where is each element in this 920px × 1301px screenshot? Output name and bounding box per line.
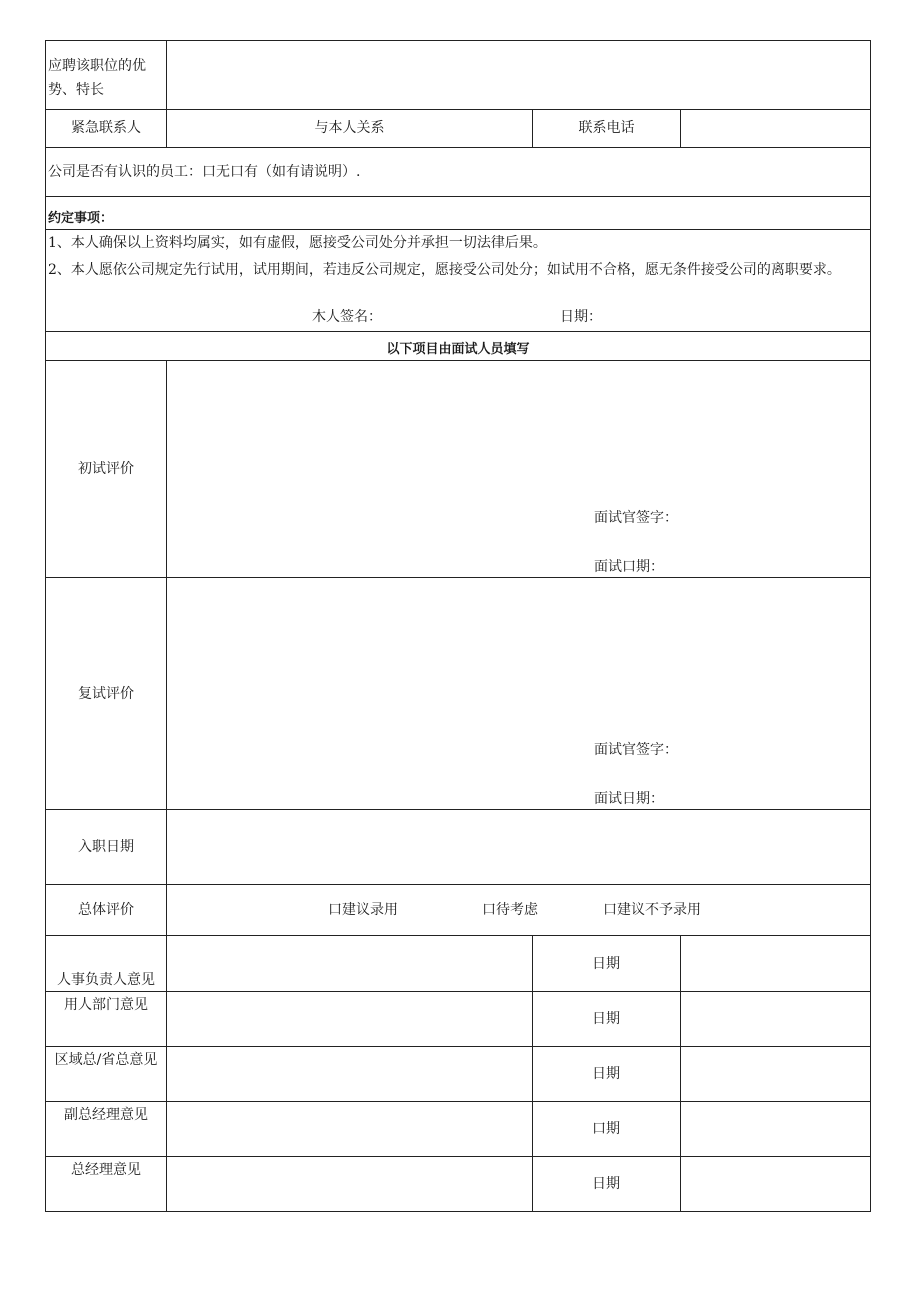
onboard-date-label: 入职日期	[78, 839, 134, 855]
hr-opinion-label: 人事负责人意见	[57, 972, 155, 988]
relation-label: 与本人关系	[314, 120, 385, 136]
option-hire-checkbox[interactable]: 口建议录用	[328, 902, 398, 918]
gm-opinion-input[interactable]	[167, 1157, 532, 1211]
emergency-contact-label: 紧急联系人	[71, 120, 141, 136]
option-reject-checkbox[interactable]: 口建议不予录用	[603, 902, 701, 918]
dept-opinion-input[interactable]	[167, 992, 532, 1046]
signature-label: 木人签名：	[312, 309, 382, 325]
region-date-input[interactable]	[681, 1047, 870, 1101]
phone-label: 联系电话	[578, 120, 635, 136]
region-opinion-label: 区域总/省总意见	[54, 1052, 158, 1068]
hr-opinion-input[interactable]	[167, 936, 532, 991]
strengths-label: 应聘该职位的优势、特长	[48, 58, 146, 98]
option-pending-checkbox[interactable]: 口待考虑	[482, 902, 538, 918]
second-interview-label: 复试评价	[78, 686, 134, 702]
gm-date-label: 日期	[592, 1176, 620, 1192]
second-interviewer-sign-label: 面试官签字：	[594, 742, 678, 758]
first-interviewer-sign-label: 面试官签字：	[594, 510, 678, 526]
first-interview-label: 初试评价	[78, 461, 134, 477]
onboard-date-input[interactable]	[167, 810, 870, 884]
agreement-item-2: 2、本人愿依公司规定先行试用，试用期间，若违反公司规定，愿接受公司处分；如试用不合格，愿无条件接受公司的离职要求。	[48, 262, 841, 278]
gm-opinion-label: 总经理意见	[71, 1162, 141, 1178]
second-interview-input[interactable]	[167, 578, 870, 809]
first-interview-input[interactable]	[167, 361, 870, 577]
agreement-title: 约定事项：	[48, 211, 114, 226]
vgm-date-input[interactable]	[681, 1102, 870, 1156]
dept-date-label: 日期	[592, 1011, 620, 1027]
overall-evaluation-label: 总体评价	[78, 902, 134, 918]
acquaintance-question: 公司是否有认识的员工：口无口有（如有请说明）.	[48, 164, 361, 180]
region-date-label: 日期	[592, 1066, 620, 1082]
phone-input[interactable]	[681, 110, 870, 147]
first-interview-date-label: 面试口期：	[594, 559, 664, 575]
agreement-item-1: 1、本人确保以上资料均属实，如有虚假，愿接受公司处分并承担一切法律后果。	[48, 235, 547, 251]
dept-opinion-label: 用人部门意见	[64, 997, 148, 1013]
dept-date-input[interactable]	[681, 992, 870, 1046]
vgm-opinion-input[interactable]	[167, 1102, 532, 1156]
vgm-date-label: 口期	[592, 1121, 620, 1137]
strengths-input[interactable]	[167, 41, 870, 109]
gm-date-input[interactable]	[681, 1157, 870, 1211]
region-opinion-input[interactable]	[167, 1047, 532, 1101]
hr-date-label: 日期	[592, 956, 620, 972]
second-interview-date-label: 面试日期：	[594, 791, 664, 807]
signature-date-label: 日期：	[560, 309, 602, 325]
interviewer-section-title: 以下项目由面试人员填写	[386, 342, 530, 357]
vgm-opinion-label: 副总经理意见	[64, 1107, 148, 1123]
hr-date-input[interactable]	[681, 936, 870, 991]
